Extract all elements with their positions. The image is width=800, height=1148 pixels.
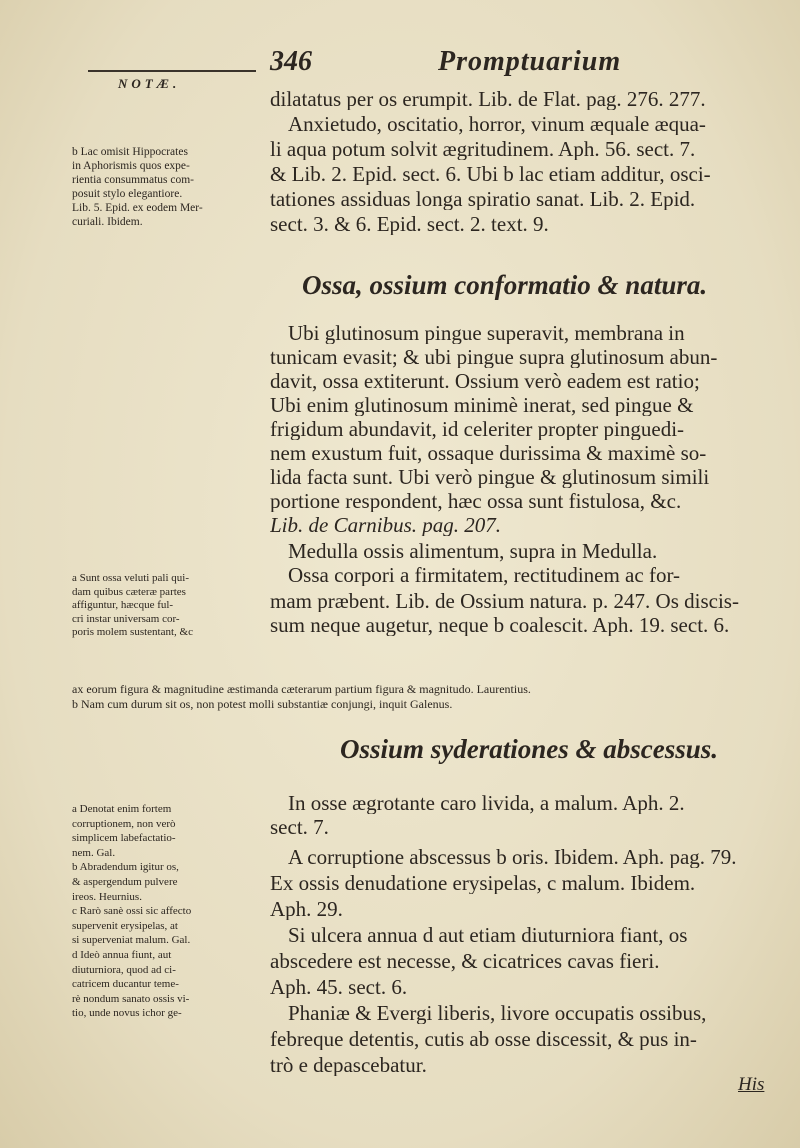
footnote-line: b Nam cum durum sit os, non potest molli substantiæ conjungi, inquit Galenus. — [72, 697, 453, 711]
text-line: abscedere est necesse, & cicatrices cavas fieri. — [270, 950, 660, 972]
text-line: sect. 7. — [270, 816, 329, 838]
header-notae-label: NOTÆ. — [118, 76, 181, 91]
note-line: c Rarò sanè ossi sic affecto — [72, 905, 192, 918]
note-line: poris molem sustentant, &c — [72, 626, 193, 638]
text-line: li aqua potum solvit ægritudinem. Aph. 56. sect. 7. — [270, 138, 696, 160]
text-line: Si ulcera annua d aut etiam diuturniora fiant, os — [288, 924, 688, 946]
text-line: & Lib. 2. Epid. sect. 6. Ubi b lac etiam additur, osci- — [270, 163, 711, 185]
note-line: a Denotat enim fortem — [72, 803, 172, 815]
note-line: curiali. Ibidem. — [72, 216, 143, 228]
text-line: sum neque augetur, neque b coalescit. Aph. 19. sect. 6. — [270, 614, 730, 636]
text-line: dilatatus per os erumpit. Lib. de Flat. pag. 276. 277. — [270, 88, 706, 110]
note-line: simplicem labefactatio- — [72, 832, 176, 845]
text-line: tationes assiduas longa spiratio sanat. Lib. 2. Epid. — [270, 188, 696, 210]
text-line: mam præbent. Lib. de Ossium natura. p. 247. Os discis- — [270, 590, 739, 612]
note-line: Lib. 5. Epid. ex eodem Mer- — [72, 202, 203, 214]
note-line: corruptionem, non verò — [72, 817, 176, 830]
note-line: b Lac omisit Hippocrates — [72, 146, 188, 158]
note-line: nem. Gal. — [72, 846, 116, 859]
text-line: Ex ossis denudatione erysipelas, c malum. Ibidem. — [270, 872, 696, 894]
section-heading: Ossa, ossium conformatio & natura. — [302, 270, 708, 300]
text-line: Phaniæ & Evergi liberis, livore occupatis ossibus, — [288, 1002, 707, 1024]
text-line: davit, ossa extiterunt. Ossium verò eadem est ratio; — [270, 370, 700, 392]
text-line: Ubi enim glutinosum minimè inerat, sed pingue & — [270, 394, 694, 416]
note-line: a Sunt ossa veluti pali qui- — [72, 572, 190, 584]
text-line: febreque detentis, cutis ab osse discessit, & pus in- — [270, 1028, 697, 1050]
text-line: trò e depascebatur. — [270, 1054, 427, 1076]
note-line: posuit stylo elegantiore. — [72, 188, 183, 200]
text-line: In osse ægrotante caro livida, a malum. Aph. 2. — [288, 792, 685, 814]
marginal-note-syderationes — [72, 802, 264, 1021]
note-line: rè nondum sanato ossis vi- — [72, 992, 190, 1005]
catchword: His — [738, 1074, 765, 1095]
note-line: d Ideò annua fiunt, aut — [72, 948, 172, 961]
note-line: & aspergendum pulvere — [72, 875, 178, 888]
text-line: Medulla ossis alimentum, supra in Medulla. — [288, 540, 658, 562]
note-line: in Aphorismis quos expe- — [72, 160, 190, 172]
marginal-note-lac — [72, 145, 264, 229]
note-line: si superveniat malum. Gal. — [72, 934, 191, 947]
note-line: dam quibus cæteræ partes — [72, 585, 186, 598]
footnote-line: ax eorum figura & magnitudine æstimanda cæterarum partium figura & magnitudo. Laurentius. — [72, 682, 531, 696]
note-line: cri instar universam cor- — [72, 612, 180, 625]
text-line: Aph. 29. — [270, 898, 343, 920]
section-heading: Ossium syderationes & abscessus. — [340, 734, 719, 764]
note-line: rientia consummatus com- — [72, 174, 194, 186]
note-line: affiguntur, hæcque ful- — [72, 599, 174, 611]
note-line: supervenit erysipelas, at — [72, 919, 178, 932]
marginal-note-ossa — [72, 572, 264, 640]
note-line: tio, unde novus ichor ge- — [72, 1007, 182, 1020]
text-line: sect. 3. & 6. Epid. sect. 2. text. 9. — [270, 213, 549, 235]
note-line: diuturniora, quod ad ci- — [72, 963, 176, 976]
text-line: Lib. de Carnibus. pag. 207. — [270, 514, 502, 536]
text-line: A corruptione abscessus b oris. Ibidem. Aph. pag. 79. — [288, 846, 737, 868]
text-line: frigidum abundavit, id celeriter propter pinguedi- — [270, 418, 685, 440]
text-line: lida facta sunt. Ubi verò pingue & glutinosum simili — [270, 466, 710, 488]
text-line: tunicam evasit; & ubi pingue supra glutinosum abun- — [270, 346, 718, 368]
text-line: Aph. 45. sect. 6. — [270, 976, 408, 998]
text-line: portione respondent, hæc ossa sunt fistulosa, &c. — [270, 490, 682, 512]
running-title: Promptuarium — [438, 46, 622, 77]
text-line: nem exustum fuit, ossaque durissima & maximè so- — [270, 442, 707, 464]
note-line: catricem ducantur teme- — [72, 978, 179, 991]
text-line: Anxietudo, oscitatio, horror, vinum æquale æqua- — [288, 113, 706, 135]
text-line: Ossa corpori a firmitatem, rectitudinem ac for- — [288, 564, 681, 586]
note-line: b Abradendum igitur os, — [72, 861, 179, 874]
text-line: Ubi glutinosum pingue superavit, membrana in — [288, 322, 685, 344]
page-number: 346 — [270, 46, 312, 77]
note-line: ireos. Heurnius. — [72, 890, 142, 903]
header-rule — [88, 70, 256, 72]
